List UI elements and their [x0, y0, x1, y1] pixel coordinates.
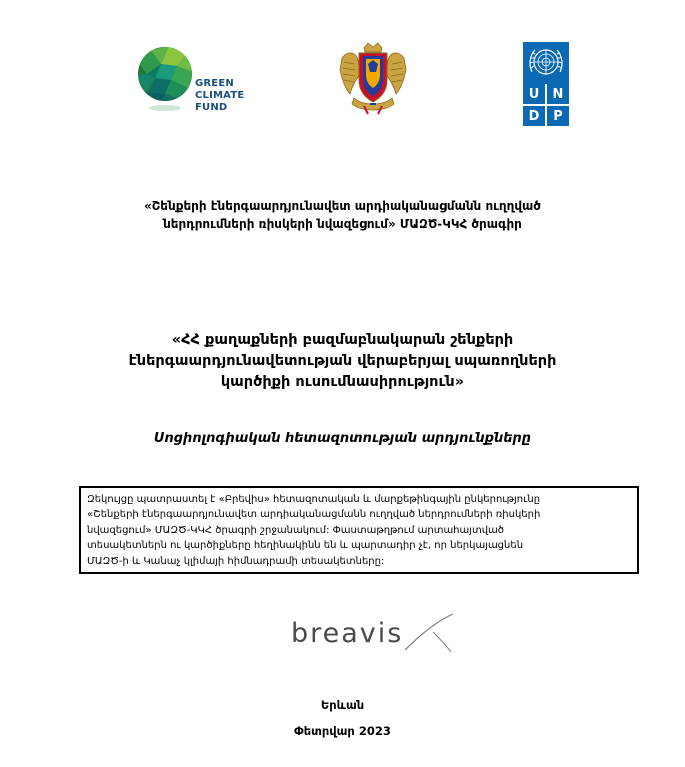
study-title-line: կարծիքի ուսումնասիրություն» — [220, 374, 465, 390]
undp-letter-d: D — [523, 106, 545, 126]
city-label: Երևան — [320, 698, 365, 712]
disclaimer-line: տեսակետներն ու կարծիքները հեղինակինն են և պարտադիր չէ, որ ներկայացնեն — [87, 540, 524, 552]
green-climate-fund-logo — [137, 42, 257, 120]
undp-letters — [523, 84, 569, 126]
breavis-logo — [283, 612, 463, 658]
study-subtitle: Սոցիոլոգիական հետազոտության արդյունքները — [153, 431, 532, 446]
breavis-wordmark: breavis — [291, 618, 404, 649]
undp-letter-p: P — [547, 106, 569, 126]
disclaimer-line: նվազեցում» ՄԱԶԾ-ԿԿՀ ծրագրի շրջանակում: Փաստաթղթում արտահայտված — [87, 524, 505, 536]
disclaimer-box — [79, 486, 639, 574]
un-emblem-icon — [523, 42, 569, 82]
armenia-coat-of-arms-icon — [334, 40, 412, 118]
gcf-text-fund: FUND — [195, 102, 228, 113]
gcf-text-green: GREEN — [195, 78, 234, 89]
disclaimer-line: Զեկույցը պատրաստել է «Բրեվիս» հետազոտական և մարքեթինգային ընկերությունը — [87, 494, 541, 505]
green-sphere-icon — [137, 42, 197, 116]
program-title — [60, 197, 625, 233]
undp-letter-n: N — [547, 84, 569, 104]
disclaimer-line: «Շենքերի էներգաարդյունավետ արդիականացմանն ուղղված ներդրումների ռիսկերի — [87, 509, 541, 521]
program-title-line: ներդրումների ռիսկերի նվազեցում» ՄԱԶԾ-ԿԿՀ ծրագիր — [163, 217, 522, 231]
gcf-wordmark — [195, 78, 244, 114]
disclaimer-line: ՄԱԶԾ-ի և Կանաչ կլիմայի հիմնադրամի տեսակետները: — [87, 555, 385, 567]
program-title-line: «Շենքերի էներգաարդյունավետ արդիականացմանն ուղղված — [144, 199, 541, 213]
study-title — [60, 330, 625, 393]
gcf-text-climate: CLIMATE — [195, 90, 245, 101]
undp-logo — [523, 42, 569, 126]
study-title-line: էներգաարդյունավետության վերաբերյալ սպառողների — [128, 353, 557, 369]
date-label: Փետրվար 2023 — [294, 724, 391, 738]
undp-letter-u: U — [523, 84, 545, 104]
study-title-line: «ՀՀ քաղաքների բազմաբնակարան շենքերի — [171, 332, 514, 348]
